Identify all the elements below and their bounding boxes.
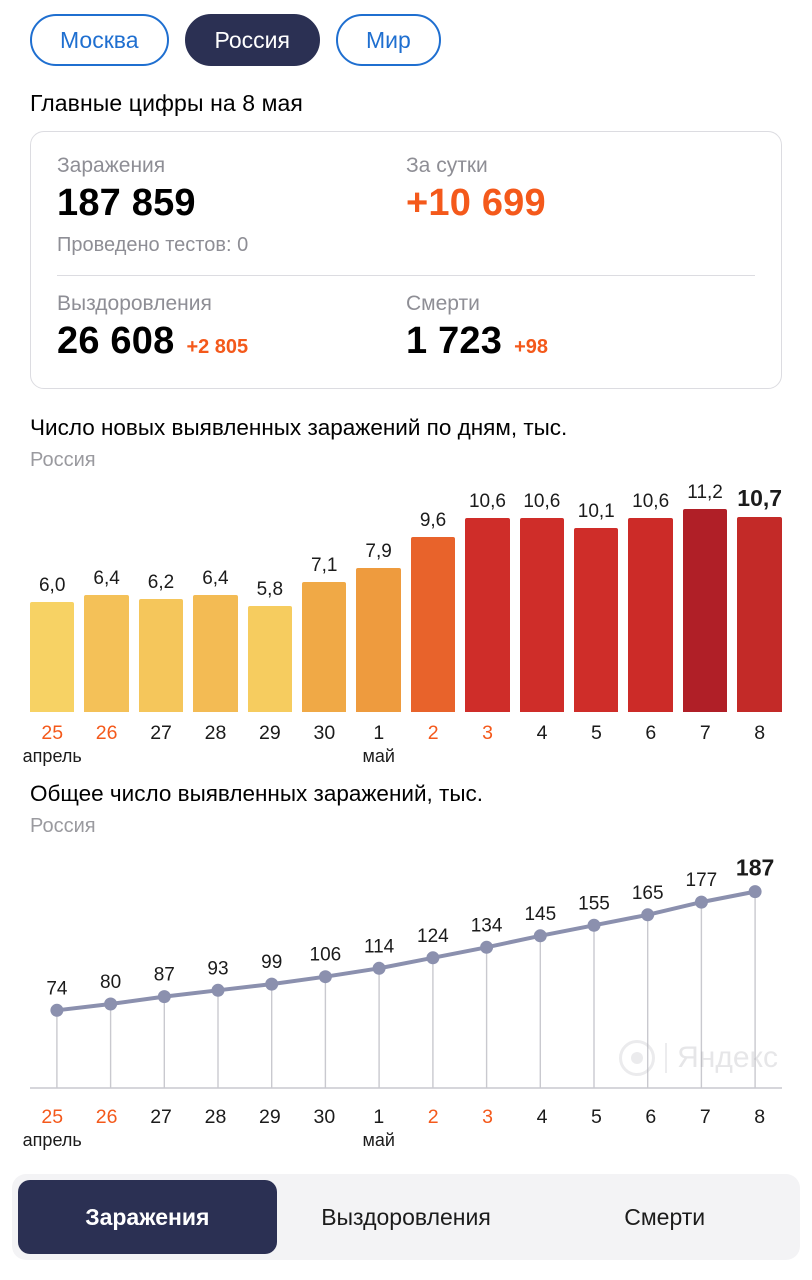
bar-item[interactable] [139, 482, 183, 712]
bar-value-label: 9,6 [419, 509, 447, 531]
axis-tick-label: 5 [591, 721, 602, 744]
line-value-label: 106 [309, 944, 342, 966]
axis-tick-label: 28 [204, 721, 227, 744]
axis-tick-label: 1 май [362, 1105, 395, 1150]
line-value-label: 187 [735, 854, 775, 881]
page-title: Главные цифры на 8 мая [30, 90, 303, 116]
bar-rect [574, 528, 618, 712]
bar-rect [683, 509, 727, 712]
total-line-chart [30, 846, 782, 1096]
axis-tick-label: 28 [204, 1105, 227, 1128]
bar-chart-title: Число новых выявленных заражений по дням, тыс. [30, 414, 568, 440]
infections-label: Заражения [57, 154, 166, 177]
switcher-tab-infections[interactable]: Заражения [18, 1180, 277, 1254]
line-point[interactable] [212, 984, 225, 997]
recovered-label: Выздоровления [57, 292, 212, 316]
axis-tick-label: 25 апрель [22, 1105, 82, 1150]
bar-rect [302, 582, 346, 712]
infections-value: 187 859 [57, 182, 196, 224]
switcher-tab-recovered[interactable]: Выздоровления [321, 1203, 491, 1230]
tests-text: Проведено тестов: 0 [57, 233, 249, 256]
axis-tick-label: 30 [313, 721, 336, 744]
line-value-label: 155 [578, 893, 610, 915]
bar-rect [193, 595, 237, 712]
axis-tick-label: 29 [259, 721, 281, 744]
bar-rect [411, 537, 455, 712]
bar-series [30, 482, 782, 712]
bar-value-label: 6,2 [147, 571, 175, 593]
axis-tick-label: 26 [95, 1105, 118, 1128]
axis-tick-label: 25 апрель [22, 721, 82, 766]
bar-item[interactable] [465, 482, 509, 712]
bar-item[interactable] [248, 482, 292, 712]
bar-value-label: 6,0 [38, 575, 66, 597]
axis-tick-label: 3 [482, 721, 494, 744]
bar-item[interactable] [411, 482, 455, 712]
bar-rect [628, 518, 672, 711]
infections-block [57, 154, 406, 226]
line-point[interactable] [534, 929, 547, 942]
line-point[interactable] [749, 885, 762, 898]
recovered-value: 26 608 [57, 320, 175, 363]
deaths-delta: +98 [514, 336, 549, 359]
bar-chart-subtitle: Россия [30, 448, 96, 471]
bar-value-label: 7,1 [311, 555, 338, 577]
daily-value: +10 699 [406, 182, 546, 224]
axis-tick-label: 8 [754, 1105, 766, 1128]
axis-tick-label: 4 [536, 721, 548, 744]
bar-rect [84, 595, 128, 712]
line-value-label: 145 [524, 903, 557, 925]
bar-item[interactable] [30, 482, 74, 712]
deaths-value: 1 723 [406, 320, 503, 363]
line-value-label: 80 [100, 971, 122, 993]
line-value-label: 93 [207, 958, 229, 980]
line-chart-subtitle: Россия [30, 814, 96, 837]
yandex-logo-icon [619, 1040, 655, 1076]
axis-tick-label: 30 [313, 1105, 336, 1128]
bar-item[interactable] [574, 482, 618, 712]
axis-tick-label: 27 [150, 721, 172, 744]
line-point[interactable] [641, 908, 654, 921]
line-chart-title: Общее число выявленных заражений, тыс. [30, 780, 483, 806]
bar-item[interactable] [520, 482, 564, 712]
axis-tick-label: 4 [536, 1105, 548, 1128]
line-value-label: 124 [417, 925, 449, 947]
line-value-label: 99 [261, 951, 283, 973]
daily-bar-chart [22, 481, 783, 775]
axis-tick-label: 29 [259, 1105, 281, 1128]
card-divider [57, 275, 755, 277]
line-chart-x-axis [22, 1105, 782, 1150]
axis-tick-label: 7 [699, 721, 711, 744]
line-point[interactable] [426, 951, 439, 964]
line-value-label: 134 [470, 915, 503, 937]
axis-tick-label: 7 [699, 1105, 711, 1128]
bar-value-label: 10,6 [632, 491, 670, 513]
bar-item[interactable] [84, 482, 128, 712]
region-tab-moscow[interactable]: Москва [30, 14, 169, 66]
axis-tick-label: 6 [645, 721, 657, 744]
bar-value-label: 6,4 [202, 568, 229, 590]
axis-tick-label: 5 [591, 1105, 602, 1128]
bar-value-label: 10,6 [523, 491, 561, 513]
bar-item[interactable] [628, 482, 672, 712]
axis-tick-label: 2 [427, 721, 439, 744]
bar-value-label: 11,2 [687, 481, 723, 503]
bar-rect [248, 606, 292, 712]
bar-value-label: 10,6 [468, 491, 506, 513]
line-value-label: 74 [46, 978, 68, 1000]
axis-tick-label: 6 [645, 1105, 657, 1128]
bar-item[interactable] [302, 482, 346, 712]
region-tabs [0, 0, 812, 66]
line-point[interactable] [265, 977, 278, 990]
bar-item[interactable] [737, 482, 782, 712]
axis-tick-label: 26 [95, 721, 118, 744]
line-point[interactable] [50, 1004, 63, 1017]
bar-rect [30, 602, 74, 712]
line-value-label: 87 [153, 964, 175, 986]
metric-switcher [12, 1174, 800, 1260]
summary-card [30, 131, 782, 389]
bar-value-label: 7,9 [365, 540, 392, 562]
bar-item[interactable] [356, 482, 400, 712]
line-point[interactable] [480, 941, 493, 954]
bar-value-label: 10,7 [737, 484, 783, 511]
bar-value-label: 5,8 [256, 579, 284, 601]
bar-chart-x-axis [22, 721, 782, 766]
deaths-block [406, 292, 755, 364]
watermark-label: Яндекс [677, 1040, 778, 1074]
bar-rect [356, 568, 400, 712]
daily-block [406, 154, 755, 226]
region-tab-world[interactable]: Мир [336, 14, 441, 66]
deaths-label: Смерти [406, 292, 480, 316]
bar-rect [139, 599, 183, 712]
recovered-delta: +2 805 [186, 336, 249, 359]
axis-month-label: апрель [22, 745, 82, 766]
switcher-tab-deaths[interactable]: Смерти [624, 1203, 706, 1230]
line-point[interactable] [588, 919, 601, 932]
watermark-separator [665, 1043, 667, 1073]
axis-month-label: апрель [22, 1129, 82, 1150]
recovered-block [57, 292, 406, 364]
bar-rect [465, 518, 509, 711]
axis-tick-label: 3 [482, 1105, 494, 1128]
line-value-label: 165 [631, 882, 664, 904]
axis-month-label: май [362, 745, 395, 766]
line-point[interactable] [319, 970, 332, 983]
axis-tick-label: 1 май [362, 721, 395, 766]
bar-item[interactable] [193, 482, 237, 712]
axis-month-label: май [362, 1129, 395, 1150]
line-point[interactable] [158, 990, 171, 1003]
axis-tick-label: 27 [150, 1105, 172, 1128]
bar-rect [737, 517, 782, 712]
bar-value-label: 6,4 [93, 568, 120, 590]
bar-rect [520, 518, 564, 711]
line-point[interactable] [695, 895, 708, 908]
line-point[interactable] [104, 997, 117, 1010]
line-value-label: 114 [363, 936, 395, 958]
bar-item[interactable] [683, 482, 727, 712]
line-value-label: 177 [685, 869, 718, 891]
daily-label: За сутки [406, 154, 488, 177]
bar-value-label: 10,1 [577, 500, 615, 522]
region-tab-russia[interactable]: Россия [185, 14, 320, 66]
yandex-watermark [619, 1040, 778, 1076]
axis-tick-label: 2 [427, 1105, 439, 1128]
line-point[interactable] [373, 962, 386, 975]
axis-tick-label: 8 [754, 721, 766, 744]
